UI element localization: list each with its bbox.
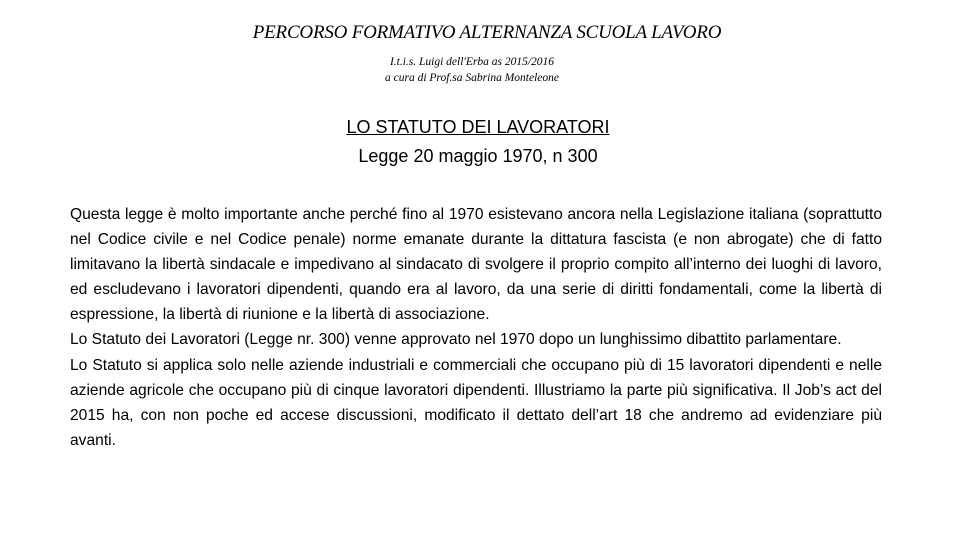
- body-paragraph: Lo Statuto dei Lavoratori (Legge nr. 300) venne approvato nel 1970 dopo un lunghissimo dibattito parlamentare.: [70, 331, 842, 349]
- document-body: [70, 202, 882, 453]
- body-paragraph: Lo Statuto si applica solo nelle aziende industriali e commerciali che occupano più di 15 lavoratori dipendenti e nelle aziende agricole che occupano più di cinque lavoratori dipendenti. Illustriamo la parte più significativa. Il Job’s act del 2015 ha, con non poche ed accese discussioni, modificato il dettato dell’art 18 che andremo ad evidenziare più avanti.: [70, 356, 882, 449]
- document-subtitle: Legge 20 maggio 1970, n 300: [358, 146, 598, 166]
- header-author-line: a cura di Prof.sa Sabrina Monteleone: [385, 72, 559, 84]
- header-title: PERCORSO FORMATIVO ALTERNANZA SCUOLA LAVORO: [252, 22, 722, 43]
- document-title: LO STATUTO DEI LAVORATORI: [346, 117, 610, 137]
- body-paragraph: Questa legge è molto importante anche perché fino al 1970 esistevano ancora nella Legislazione italiana (soprattutto nel Codice civile e nel Codice penale) norme emanate durante la dittatura fascista (e non abrogate) che di fatto limitavano la libertà sindacale e impedivano al sindacato di svolgere il proprio compito all’interno dei luoghi di lavoro, ed escludevano i lavoratori dipendenti, quando era al lavoro, da una serie di diritti fondamentali, come la libertà di espressione, la libertà di riunione e la libertà di associazione.: [70, 206, 882, 324]
- header-school-line: I.t.i.s. Luigi dell'Erba as 2015/2016: [389, 56, 555, 68]
